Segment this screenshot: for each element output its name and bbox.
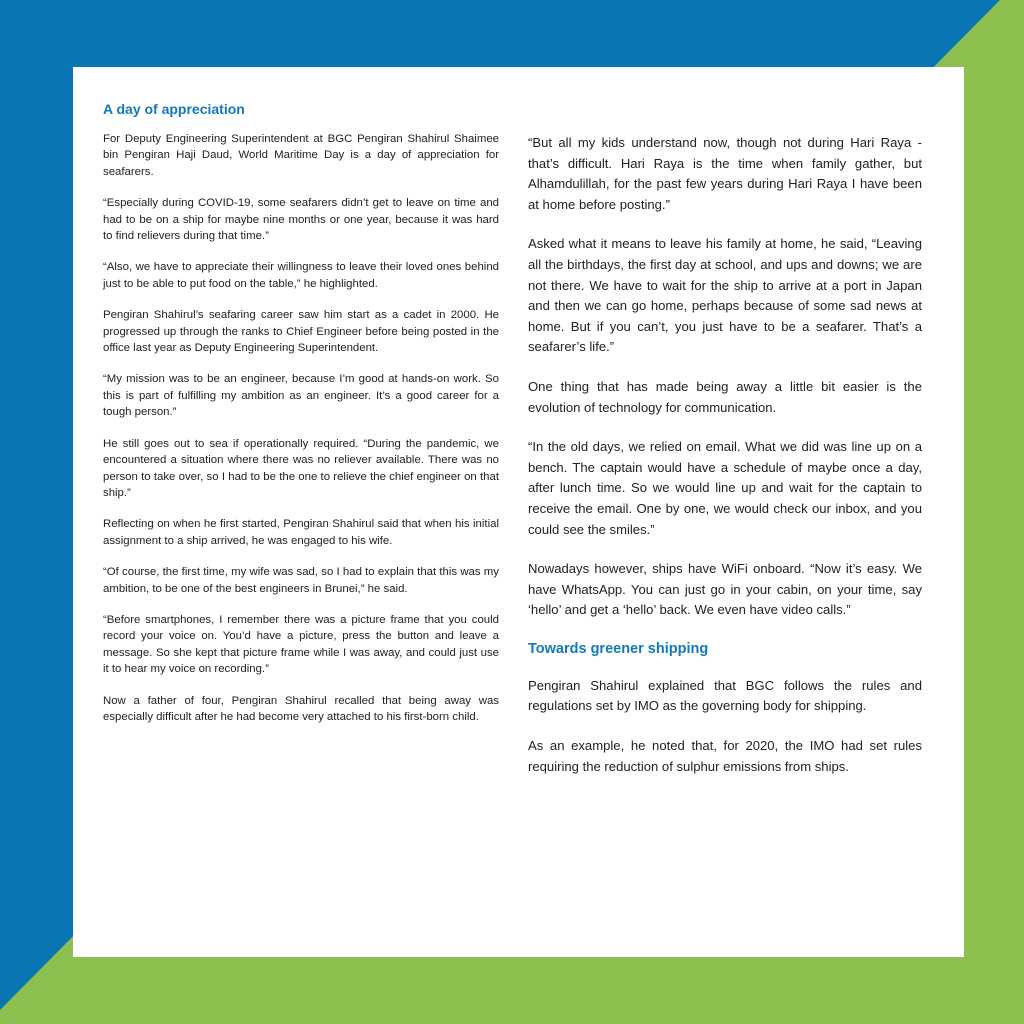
paragraph: Reflecting on when he first started, Pengiran Shahirul said that when his initial assignment to a ship arrived, he was engaged to his wife. <box>103 518 499 547</box>
paragraph: Nowadays however, ships have WiFi onboard. “Now it’s easy. We have WhatsApp. You can just go in your cabin, on your time, say ‘hello’ and get a ‘hello’ back. We even have video calls.” <box>528 561 922 618</box>
paragraph: “But all my kids understand now, though not during Hari Raya - that’s difficult. Hari Raya is the time when family gather, but Alhamdulillah, for the past few years during Hari Raya I have been at home before posting.” <box>528 135 922 212</box>
left-column <box>103 67 499 740</box>
paragraph: “Of course, the first time, my wife was sad, so I had to explain that this was my ambition, to be one of the best engineers in Brunei,” he said. <box>103 566 499 595</box>
paragraph: As an example, he noted that, for 2020, the IMO had set rules requiring the reduction of sulphur emissions from ships. <box>528 738 922 774</box>
section-heading-greener-shipping: Towards greener shipping <box>528 640 709 657</box>
paragraph: “Especially during COVID-19, some seafarers didn’t get to leave on time and had to be on a ship for maybe nine months or one year, because it was hard to find relievers during that time.” <box>103 197 499 243</box>
paragraph: For Deputy Engineering Superintendent at BGC Pengiran Shahirul Shaimee bin Pengiran Haji Daud, World Maritime Day is a day of appreciation for seafarers. <box>103 133 499 178</box>
paragraph: One thing that has made being away a little bit easier is the evolution of technology for communication. <box>528 378 922 415</box>
paragraph: Pengiran Shahirul explained that BGC follows the rules and regulations set by IMO as the governing body for shipping. <box>528 677 922 714</box>
article-page <box>73 67 964 957</box>
paragraph: Asked what it means to leave his family at home, he said, “Leaving all the birthdays, the first day at school, and ups and downs; we are not there. We have to wait for the ship to arrive at a port in Japan and then we can go home, perhaps because of some sad news at home. But if you can’t, you just have to be a seafarer. That’s a seafarer’s life.” <box>528 236 922 355</box>
paragraph: “Also, we have to appreciate their willingness to leave their loved ones behind just to be able to put food on the table,” he highlighted. <box>103 261 499 290</box>
section-heading-appreciation: A day of appreciation <box>103 101 245 117</box>
paragraph: “My mission was to be an engineer, because I’m good at hands-on work. So this is part of fulfilling my ambition as an engineer. It’s a good career for a tough person.” <box>103 373 499 419</box>
right-column <box>528 133 922 796</box>
paragraph: Now a father of four, Pengiran Shahirul recalled that being away was especially difficult after he had become very attached to his first-born child. <box>103 694 499 723</box>
paragraph: “Before smartphones, I remember there was a picture frame that you could record your voice on. You’d have a picture, press the button and leave a message. So she kept that picture frame while I was away, and could just use it to hear my voice on recording.” <box>103 613 499 676</box>
paragraph: Pengiran Shahirul’s seafaring career saw him start as a cadet in 2000. He progressed up through the ranks to Chief Engineer before being posted in the office last year as Deputy Engineering Superintendent. <box>103 309 499 355</box>
paragraph: “In the old days, we relied on email. What we did was line up on a bench. The captain would have a schedule of maybe once a day, after lunch time. So we would line up and wait for the captain to receive the email. One by one, we would check our inbox, and you could see the smiles.” <box>528 439 922 537</box>
paragraph: He still goes out to sea if operationally required. “During the pandemic, we encountered a situation where there was no reliever available. There was no person to take over, so I had to be the one to relieve the chief engineer on that ship.” <box>103 437 499 499</box>
